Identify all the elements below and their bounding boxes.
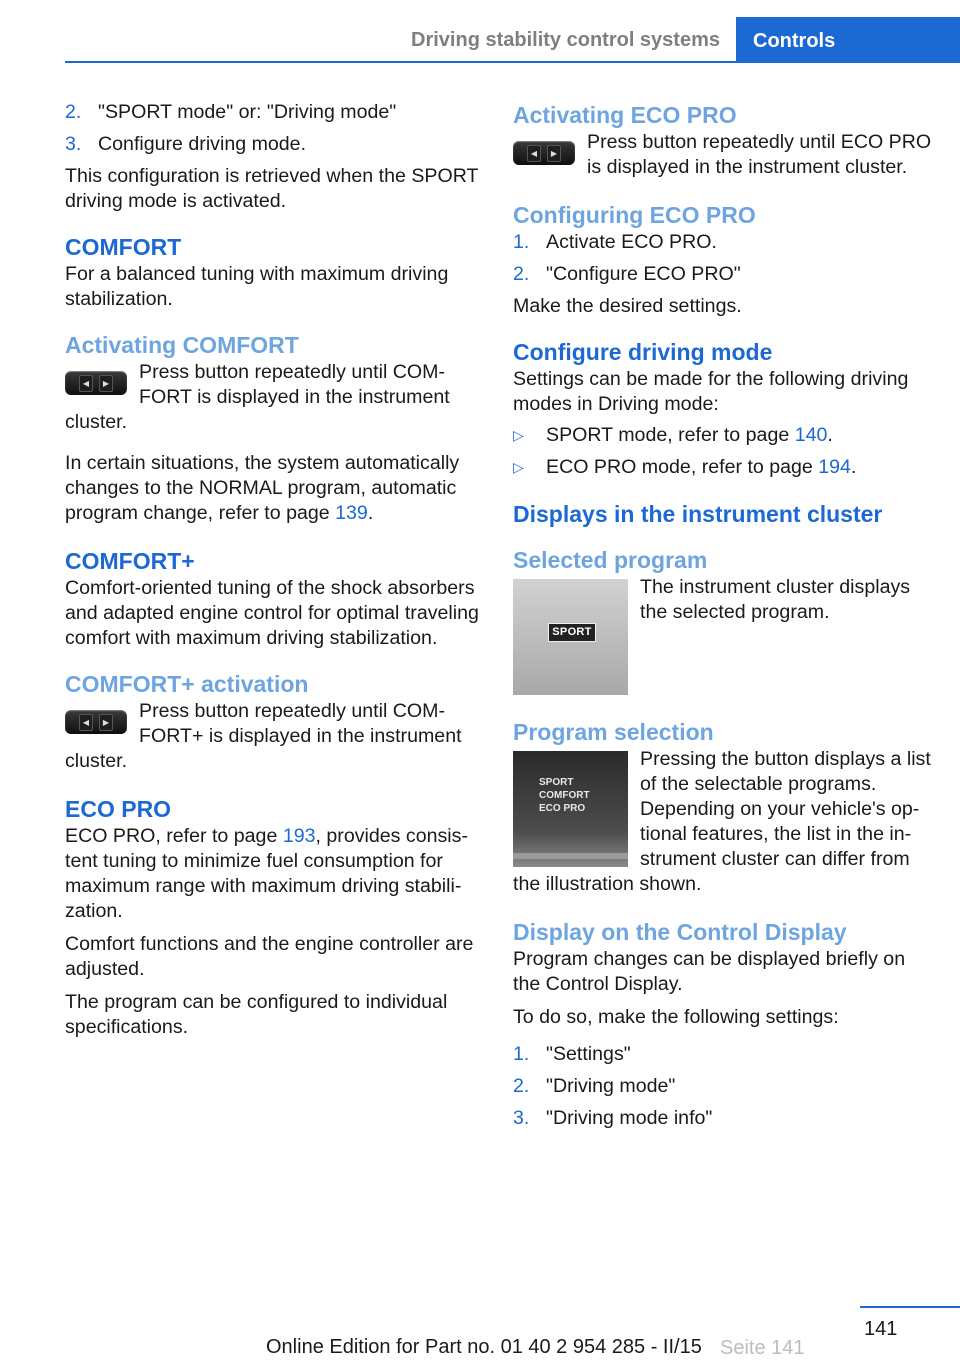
- paragraph: The instrument cluster displays the selected program.: [640, 576, 911, 623]
- paragraph: Press button repeatedly until ECO PRO is displayed in the instrument cluster.: [587, 131, 932, 178]
- subheading-comfort-plus-activation: COMFORT+ activation: [65, 671, 309, 697]
- paragraph: Comfort functions and the engine controller are adjusted.: [65, 933, 474, 980]
- subheading-activating-eco-pro: Activating ECO PRO: [513, 102, 737, 128]
- bullet-item: ▷ SPORT mode, refer to page 140.: [513, 424, 833, 446]
- heading-displays: Displays in the instrument cluster: [513, 501, 883, 527]
- edition-note: Online Edition for Part no. 01 40 2 954 285 - II/15: [266, 1336, 702, 1358]
- header-rule: [65, 61, 736, 63]
- driving-mode-button-icon: ◀ ▶: [65, 363, 129, 403]
- paragraph: Pressing the button displays a list of the selectable programs. Depending on your vehicle's optional features, the list in the instrument cluster can differ from the illustration shown.: [513, 748, 931, 895]
- paragraph: Settings can be made for the following driving modes in Driving mode:: [513, 368, 909, 415]
- heading-comfort: COMFORT: [65, 234, 182, 260]
- triangle-bullet-icon: ▷: [513, 427, 524, 443]
- subheading-activating-comfort: Activating COMFORT: [65, 332, 299, 358]
- subheading-program-selection: Program selection: [513, 719, 714, 745]
- list-item: [65, 100, 480, 125]
- display-line: SPORT: [539, 777, 574, 788]
- list-text: Configure driving mode.: [98, 133, 307, 155]
- display-line: COMFORT: [539, 790, 590, 801]
- list-item: 1. "Settings": [513, 1043, 631, 1065]
- list-number: 3.: [65, 133, 82, 155]
- subheading-control-display: Display on the Control Display: [513, 919, 847, 945]
- bullet-item: ▷ ECO PRO mode, refer to page 194.: [513, 456, 857, 478]
- paragraph: Press button repeatedly until COMFORT is displayed in the instrument cluster.: [65, 361, 450, 433]
- footer-rule: [860, 1306, 960, 1308]
- page-header: [0, 0, 960, 62]
- paragraph: ECO PRO, refer to page 193, provides consistent tuning to minimize fuel consumption for maximum range with maximum driving stabilization.: [65, 825, 468, 922]
- paragraph: Comfort-oriented tuning of the shock absorbers and adapted engine control for optimal traveling comfort with maximum driving stabilization.: [65, 577, 479, 649]
- program-selection-image: [513, 751, 628, 867]
- list-number: 2.: [65, 101, 82, 123]
- page-number: 141: [864, 1318, 898, 1340]
- paragraph: For a balanced tuning with maximum driving stabilization.: [65, 263, 449, 310]
- driving-mode-button-icon: ◀ ▶: [65, 702, 129, 742]
- list-item: 3. "Driving mode info": [513, 1107, 713, 1129]
- heading-comfort-plus: COMFORT+: [65, 548, 195, 574]
- page-link[interactable]: 139: [335, 502, 368, 524]
- left-column: [65, 100, 480, 1040]
- driving-mode-button-icon: ◀ ▶: [513, 133, 577, 173]
- list-item: [65, 132, 480, 157]
- heading-configure-driving-mode: Configure driving mode: [513, 339, 773, 365]
- heading-eco-pro: ECO PRO: [65, 796, 172, 822]
- display-label: SPORT: [548, 623, 596, 642]
- display-line: ECO PRO: [539, 803, 586, 814]
- section-title: Driving stability control systems: [411, 29, 720, 51]
- list-item: 1. Activate ECO PRO.: [513, 231, 717, 253]
- list-item: 2. "Driving mode": [513, 1075, 676, 1097]
- paragraph: In certain situations, the system automatically changes to the NORMAL program, automatic program change, refer to page 139.: [65, 452, 460, 524]
- paragraph: Press button repeatedly until COMFORT+ is displayed in the instrument cluster.: [65, 700, 462, 772]
- triangle-bullet-icon: ▷: [513, 459, 524, 475]
- paragraph: Program changes can be displayed briefly on the Control Display.: [513, 948, 906, 995]
- page-link[interactable]: 193: [282, 825, 316, 847]
- page-link[interactable]: 194: [818, 456, 851, 478]
- page-link[interactable]: 140: [794, 424, 828, 446]
- list-text: "SPORT mode" or: "Driving mode": [98, 101, 397, 123]
- paragraph: To do so, make the following settings:: [513, 1006, 839, 1028]
- watermark: Seite 141: [720, 1337, 805, 1359]
- selected-program-image: [513, 579, 628, 695]
- paragraph: The program can be configured to individual specifications.: [65, 991, 448, 1038]
- list-item: 2. "Configure ECO PRO": [513, 263, 741, 285]
- subheading-selected-program: Selected program: [513, 547, 708, 573]
- paragraph: Make the desired settings.: [513, 295, 742, 317]
- right-column: [513, 100, 933, 1138]
- chapter-tab: Controls: [736, 17, 960, 63]
- paragraph: This configuration is retrieved when the SPORT driving mode is activated.: [65, 165, 479, 212]
- subheading-configuring-eco-pro: Configuring ECO PRO: [513, 202, 756, 228]
